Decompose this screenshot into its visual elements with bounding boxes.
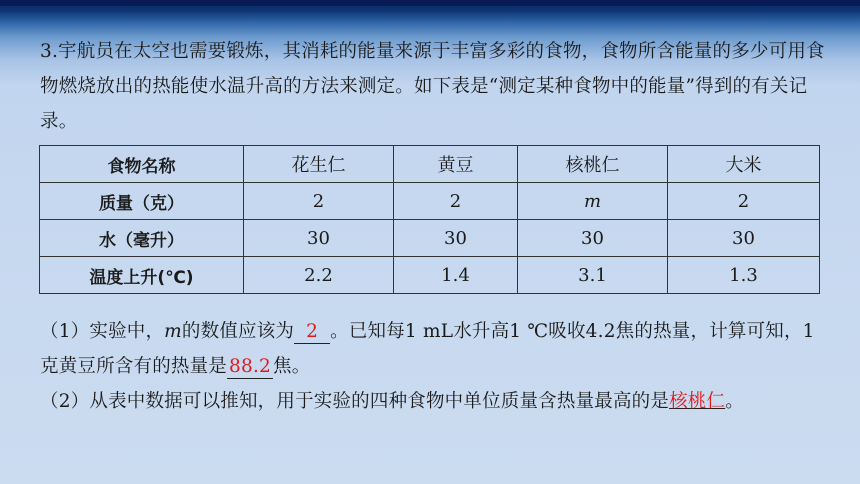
table-header-row <box>40 146 820 183</box>
table-cell: 2 <box>668 183 820 220</box>
question-1 <box>40 314 830 384</box>
header-cell: 食物名称 <box>40 146 244 183</box>
table-cell: 30 <box>518 220 668 257</box>
header-cell: 大米 <box>668 146 820 183</box>
q2-text: 。 <box>725 391 744 412</box>
table-cell: 2 <box>394 183 518 220</box>
question-2 <box>40 384 830 419</box>
table-row <box>40 257 820 294</box>
table-cell: 30 <box>394 220 518 257</box>
q1-text: 的数值应该为 <box>181 321 295 342</box>
table-cell: 2.2 <box>244 257 394 294</box>
top-banner <box>0 0 860 6</box>
table-cell: 3.1 <box>518 257 668 294</box>
row-label: 温度上升(℃) <box>40 257 244 294</box>
q1-text: （1）实验中， <box>40 321 165 342</box>
header-cell: 黄豆 <box>394 146 518 183</box>
question-intro: 3.宇航员在太空也需要锻炼，其消耗的能量来源于丰富多彩的食物，食物所含能量的多少可用食物燃烧放出的热能使水温升高的方法来测定。如下表是“测定某种食物中的能量”得到的有关记录。 <box>40 41 825 132</box>
variable-m: m <box>164 321 182 342</box>
table-row <box>40 183 820 220</box>
table-row <box>40 220 820 257</box>
table-cell: 30 <box>668 220 820 257</box>
row-label: 质量（克） <box>40 183 244 220</box>
q1-text: 焦。 <box>273 356 311 377</box>
answer-blank-3: 核桃仁 <box>669 391 726 412</box>
table-cell: 30 <box>244 220 394 257</box>
table-cell: m <box>518 183 668 220</box>
table-cell: 1.4 <box>394 257 518 294</box>
answer-blank-2: 88.2 <box>229 356 272 377</box>
q2-text: （2）从表中数据可以推知，用于实验的四种食物中单位质量含热量最高的是 <box>40 391 670 412</box>
answer-blank-1: 2 <box>294 321 330 344</box>
food-energy-table <box>39 145 820 294</box>
q1-text: 。已知每1 mL水升高1 ℃吸收4.2焦的热量，计算可知，1克黄豆所含有的热量是 <box>40 321 815 377</box>
row-label: 水（毫升） <box>40 220 244 257</box>
header-cell: 花生仁 <box>244 146 394 183</box>
table-cell: 2 <box>244 183 394 220</box>
table-cell: 1.3 <box>668 257 820 294</box>
header-cell: 核桃仁 <box>518 146 668 183</box>
